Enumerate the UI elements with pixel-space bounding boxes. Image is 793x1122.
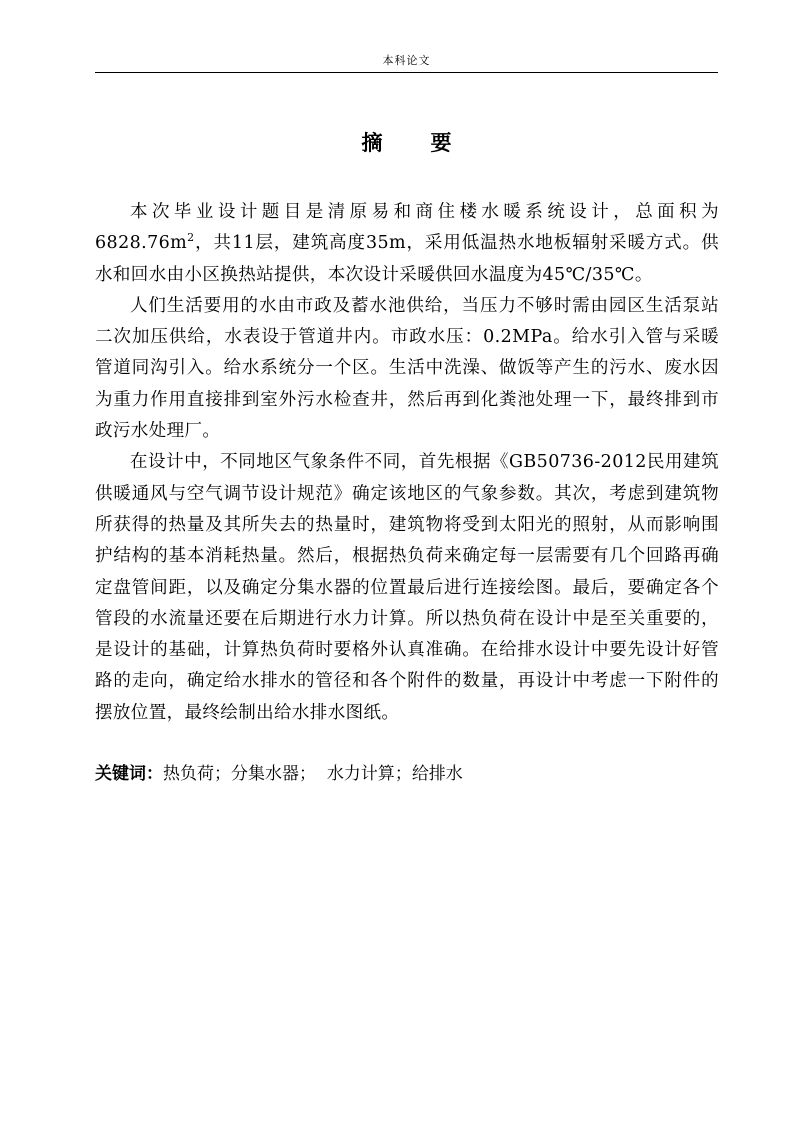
abstract-paragraph-1 [95, 197, 719, 291]
keyword-item: 热负荷 [163, 764, 214, 784]
keyword-item: 分集水器 [231, 764, 299, 784]
p1-text-end: ，共11层，建筑高度35m，采用低温热水地板辐射采暖方式。供水和回水由小区换热站提供，本次设计采暖供回水温度为45℃/35℃。 [95, 233, 719, 285]
keywords-line [95, 760, 719, 788]
keyword-separator: ； [214, 764, 231, 784]
header-rule [95, 72, 718, 73]
abstract-paragraph-2: 人们生活要用的水由市政及蓄水池供给，当压力不够时需由园区生活泵站二次加压供给，水表设于管道井内。市政水压：0.2MPa。给水引入管与采暖管道同沟引入。给水系统分一个区。生活中洗澡、做饭等产生的污水、废水因为重力作用直接排到室外污水检查井，然后再到化粪池处理一下，最终排到市政污水处理厂。 [95, 295, 719, 442]
p1-text-start: 本次毕业设计题目是清原易和商住楼水暖系统设计，总面积为6828.76m [95, 202, 719, 254]
keyword-separator: ； [299, 764, 327, 784]
area-unit-superscript: 2 [187, 231, 195, 245]
abstract-body [95, 197, 719, 729]
keyword-separator: ； [394, 764, 412, 784]
keyword-item: 给排水 [411, 764, 463, 784]
abstract-title [95, 128, 718, 158]
abstract-title-char-1: 摘 [361, 130, 383, 155]
running-header: 本科论文 [382, 54, 431, 67]
keywords-label: 关键词： [95, 764, 163, 784]
abstract-title-char-2: 要 [430, 130, 452, 155]
keyword-item: 水力计算 [326, 764, 395, 784]
abstract-paragraph-3: 在设计中，不同地区气象条件不同，首先根据《GB50736-2012民用建筑供暖通风与空气调节设计规范》确定该地区的气象参数。其次，考虑到建筑物所获得的热量及其所失去的热量时，建筑物将受到太阳光的照射，从而影响围护结构的基本消耗热量。然后，根据热负荷来确定每一层需要有几个回路再确定盘管间距，以及确定分集水器的位置最后进行连接绘图。最后，要确定各个管段的水流量还要在后期进行水力计算。所以热负荷在设计中是至关重要的，是设计的基础，计算热负荷时要格外认真准确。在给排水设计中要先设计好管路的走向，确定给水排水的管径和各个附件的数量，再设计中考虑一下附件的摆放位置，最终绘制出给水排水图纸。 [95, 452, 719, 723]
